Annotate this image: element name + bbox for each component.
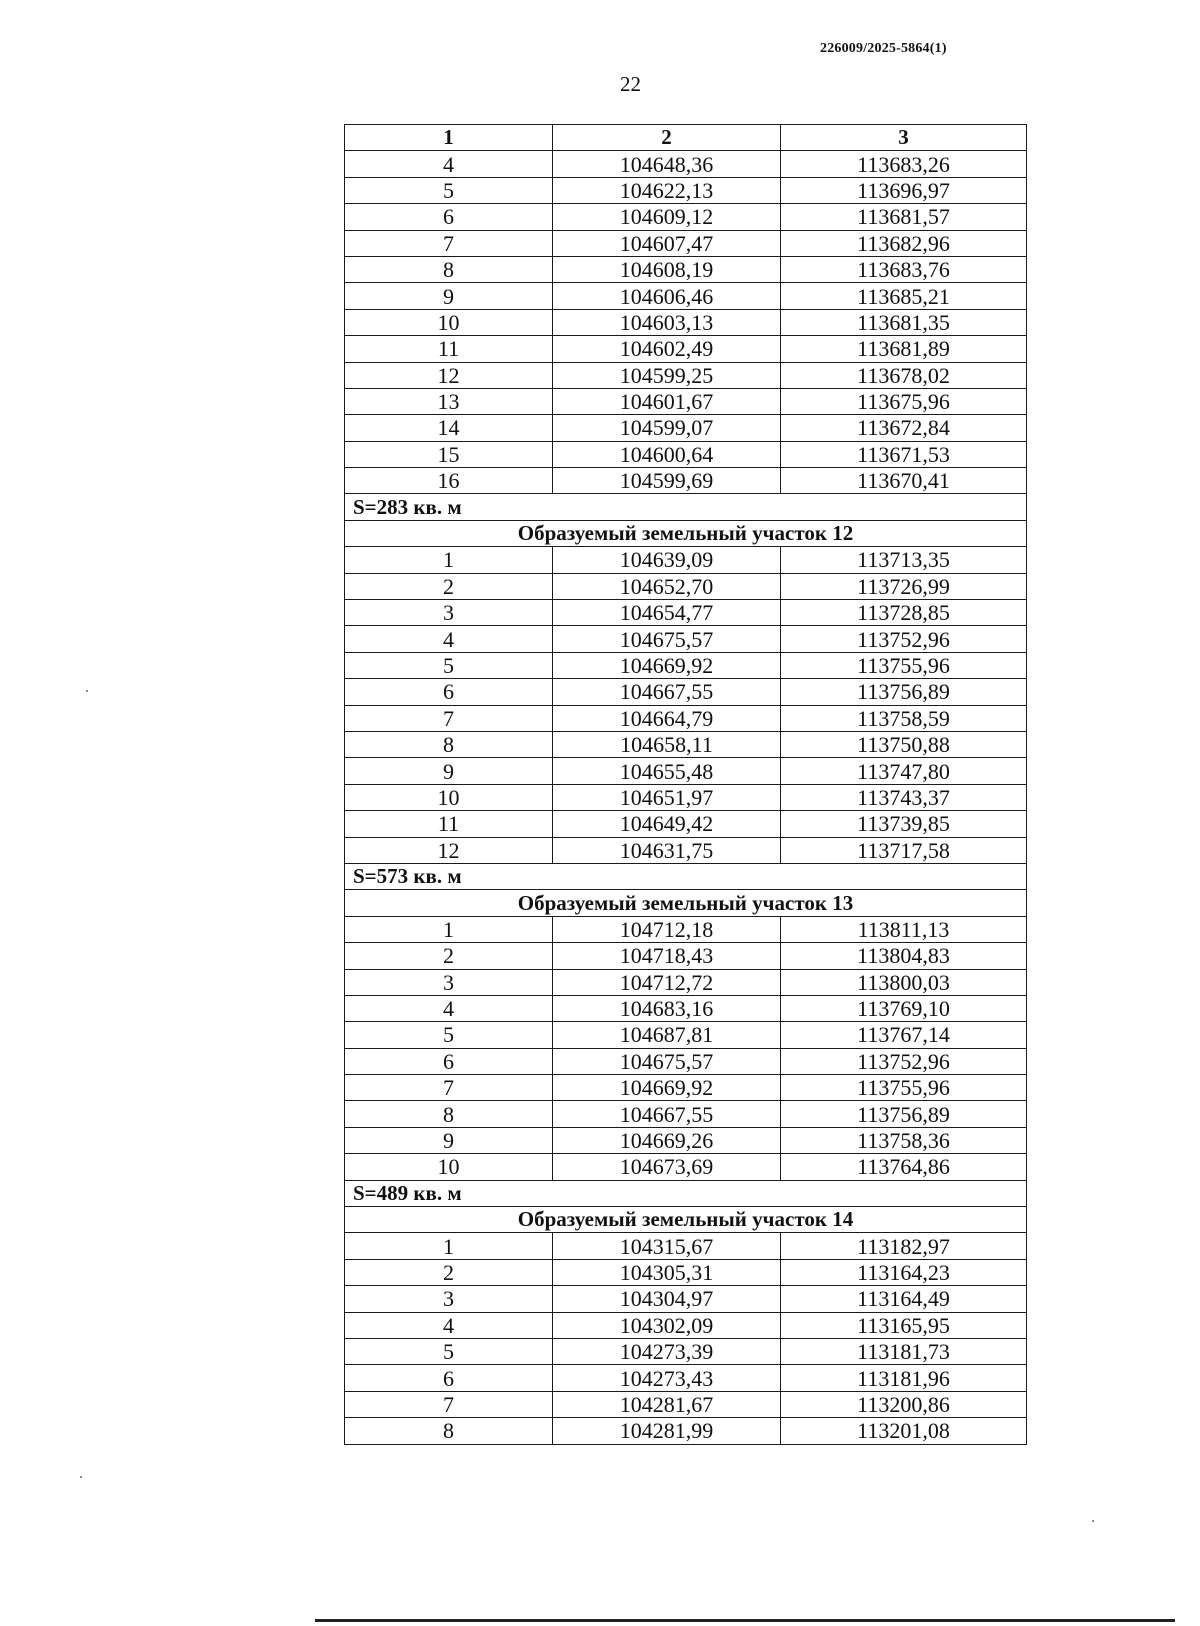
point-number-cell: 12 xyxy=(345,837,553,863)
x-coordinate-cell: 104712,72 xyxy=(553,969,781,995)
x-coordinate-cell: 104608,19 xyxy=(553,256,781,282)
plot-title: Образуемый земельный участок 12 xyxy=(345,520,1027,546)
point-number-cell: 3 xyxy=(345,600,553,626)
y-coordinate-cell: 113758,59 xyxy=(781,705,1027,731)
point-number-cell: 16 xyxy=(345,468,553,494)
x-coordinate-cell: 104601,67 xyxy=(553,388,781,414)
plot-title-row xyxy=(345,1207,1027,1233)
y-coordinate-cell: 113755,96 xyxy=(781,652,1027,678)
point-number-cell: 4 xyxy=(345,995,553,1021)
x-coordinate-cell: 104669,26 xyxy=(553,1127,781,1153)
x-coordinate-cell: 104669,92 xyxy=(553,652,781,678)
document-id: 226009/2025-5864(1) xyxy=(820,41,947,56)
point-number-cell: 5 xyxy=(345,177,553,203)
point-number-cell: 7 xyxy=(345,705,553,731)
table-row xyxy=(345,151,1027,177)
table-row xyxy=(345,626,1027,652)
x-coordinate-cell: 104599,69 xyxy=(553,468,781,494)
point-number-cell: 9 xyxy=(345,1127,553,1153)
table-row xyxy=(345,1365,1027,1391)
x-coordinate-cell: 104675,57 xyxy=(553,1048,781,1074)
x-coordinate-cell: 104687,81 xyxy=(553,1022,781,1048)
x-coordinate-cell: 104683,16 xyxy=(553,995,781,1021)
table-row xyxy=(345,916,1027,942)
point-number-cell: 2 xyxy=(345,573,553,599)
x-coordinate-cell: 104655,48 xyxy=(553,758,781,784)
point-number-cell: 5 xyxy=(345,1022,553,1048)
x-coordinate-cell: 104651,97 xyxy=(553,784,781,810)
x-coordinate-cell: 104600,64 xyxy=(553,441,781,467)
table-row xyxy=(345,1101,1027,1127)
point-number-cell: 8 xyxy=(345,1418,553,1444)
table-row xyxy=(345,731,1027,757)
point-number-cell: 5 xyxy=(345,1338,553,1364)
x-coordinate-cell: 104639,09 xyxy=(553,547,781,573)
y-coordinate-cell: 113181,73 xyxy=(781,1338,1027,1364)
x-coordinate-cell: 104273,43 xyxy=(553,1365,781,1391)
table-row xyxy=(345,336,1027,362)
y-coordinate-cell: 113200,86 xyxy=(781,1391,1027,1417)
point-number-cell: 4 xyxy=(345,626,553,652)
table-row xyxy=(345,362,1027,388)
y-coordinate-cell: 113758,36 xyxy=(781,1127,1027,1153)
y-coordinate-cell: 113713,35 xyxy=(781,547,1027,573)
table-row xyxy=(345,1233,1027,1259)
scan-edge-line xyxy=(315,1619,1175,1622)
y-coordinate-cell: 113681,57 xyxy=(781,204,1027,230)
table-header-row xyxy=(345,125,1027,151)
x-coordinate-cell: 104667,55 xyxy=(553,1101,781,1127)
area-label-row xyxy=(345,1180,1027,1206)
x-coordinate-cell: 104669,92 xyxy=(553,1075,781,1101)
y-coordinate-cell: 113683,26 xyxy=(781,151,1027,177)
plot-title-row xyxy=(345,520,1027,546)
table-row xyxy=(345,1259,1027,1285)
table-row xyxy=(345,177,1027,203)
y-coordinate-cell: 113750,88 xyxy=(781,731,1027,757)
y-coordinate-cell: 113717,58 xyxy=(781,837,1027,863)
y-coordinate-cell: 113164,49 xyxy=(781,1286,1027,1312)
point-number-cell: 8 xyxy=(345,256,553,282)
table-row xyxy=(345,969,1027,995)
table-row xyxy=(345,600,1027,626)
x-coordinate-cell: 104667,55 xyxy=(553,679,781,705)
point-number-cell: 10 xyxy=(345,784,553,810)
y-coordinate-cell: 113671,53 xyxy=(781,441,1027,467)
table-row xyxy=(345,1286,1027,1312)
point-number-cell: 2 xyxy=(345,943,553,969)
x-coordinate-cell: 104315,67 xyxy=(553,1233,781,1259)
y-coordinate-cell: 113739,85 xyxy=(781,811,1027,837)
table-row xyxy=(345,811,1027,837)
plot-title-row xyxy=(345,890,1027,916)
table-row xyxy=(345,1312,1027,1338)
x-coordinate-cell: 104281,67 xyxy=(553,1391,781,1417)
y-coordinate-cell: 113201,08 xyxy=(781,1418,1027,1444)
table-row xyxy=(345,784,1027,810)
y-coordinate-cell: 113165,95 xyxy=(781,1312,1027,1338)
y-coordinate-cell: 113681,35 xyxy=(781,309,1027,335)
x-coordinate-cell: 104606,46 xyxy=(553,283,781,309)
table-row xyxy=(345,547,1027,573)
point-number-cell: 12 xyxy=(345,362,553,388)
point-number-cell: 8 xyxy=(345,731,553,757)
x-coordinate-cell: 104652,70 xyxy=(553,573,781,599)
y-coordinate-cell: 113670,41 xyxy=(781,468,1027,494)
y-coordinate-cell: 113181,96 xyxy=(781,1365,1027,1391)
table-row xyxy=(345,758,1027,784)
scan-speck xyxy=(1092,1520,1094,1522)
table-row xyxy=(345,573,1027,599)
page-number: 22 xyxy=(620,72,641,96)
point-number-cell: 3 xyxy=(345,1286,553,1312)
point-number-cell: 1 xyxy=(345,1233,553,1259)
point-number-cell: 7 xyxy=(345,1391,553,1417)
y-coordinate-cell: 113752,96 xyxy=(781,626,1027,652)
point-number-cell: 9 xyxy=(345,283,553,309)
x-coordinate-cell: 104304,97 xyxy=(553,1286,781,1312)
point-number-cell: 6 xyxy=(345,679,553,705)
table-row xyxy=(345,256,1027,282)
x-coordinate-cell: 104712,18 xyxy=(553,916,781,942)
point-number-cell: 9 xyxy=(345,758,553,784)
y-coordinate-cell: 113683,76 xyxy=(781,256,1027,282)
scan-speck xyxy=(86,690,88,692)
table-row xyxy=(345,415,1027,441)
point-number-cell: 1 xyxy=(345,547,553,573)
point-number-cell: 1 xyxy=(345,916,553,942)
table-row xyxy=(345,1022,1027,1048)
x-coordinate-cell: 104718,43 xyxy=(553,943,781,969)
plot-title: Образуемый земельный участок 13 xyxy=(345,890,1027,916)
x-coordinate-cell: 104609,12 xyxy=(553,204,781,230)
point-number-cell: 11 xyxy=(345,811,553,837)
y-coordinate-cell: 113769,10 xyxy=(781,995,1027,1021)
y-coordinate-cell: 113678,02 xyxy=(781,362,1027,388)
y-coordinate-cell: 113728,85 xyxy=(781,600,1027,626)
table-row xyxy=(345,388,1027,414)
y-coordinate-cell: 113756,89 xyxy=(781,679,1027,705)
area-label: S=489 кв. м xyxy=(345,1180,1027,1206)
y-coordinate-cell: 113800,03 xyxy=(781,969,1027,995)
table-row xyxy=(345,468,1027,494)
table-row xyxy=(345,1154,1027,1180)
table-row xyxy=(345,837,1027,863)
x-coordinate-cell: 104607,47 xyxy=(553,230,781,256)
column-header: 1 xyxy=(345,125,553,151)
point-number-cell: 4 xyxy=(345,151,553,177)
x-coordinate-cell: 104649,42 xyxy=(553,811,781,837)
x-coordinate-cell: 104599,07 xyxy=(553,415,781,441)
x-coordinate-cell: 104675,57 xyxy=(553,626,781,652)
point-number-cell: 13 xyxy=(345,388,553,414)
point-number-cell: 14 xyxy=(345,415,553,441)
y-coordinate-cell: 113672,84 xyxy=(781,415,1027,441)
y-coordinate-cell: 113755,96 xyxy=(781,1075,1027,1101)
x-coordinate-cell: 104603,13 xyxy=(553,309,781,335)
x-coordinate-cell: 104648,36 xyxy=(553,151,781,177)
point-number-cell: 4 xyxy=(345,1312,553,1338)
coordinates-table-body xyxy=(345,125,1027,1445)
x-coordinate-cell: 104602,49 xyxy=(553,336,781,362)
table-row xyxy=(345,1418,1027,1444)
table-row xyxy=(345,309,1027,335)
x-coordinate-cell: 104631,75 xyxy=(553,837,781,863)
x-coordinate-cell: 104273,39 xyxy=(553,1338,781,1364)
column-header: 2 xyxy=(553,125,781,151)
y-coordinate-cell: 113743,37 xyxy=(781,784,1027,810)
y-coordinate-cell: 113164,23 xyxy=(781,1259,1027,1285)
table-row xyxy=(345,943,1027,969)
point-number-cell: 10 xyxy=(345,309,553,335)
x-coordinate-cell: 104654,77 xyxy=(553,600,781,626)
area-label: S=573 кв. м xyxy=(345,863,1027,889)
table-row xyxy=(345,230,1027,256)
point-number-cell: 15 xyxy=(345,441,553,467)
x-coordinate-cell: 104622,13 xyxy=(553,177,781,203)
y-coordinate-cell: 113696,97 xyxy=(781,177,1027,203)
scan-speck xyxy=(80,1476,82,1478)
table-row xyxy=(345,1048,1027,1074)
y-coordinate-cell: 113811,13 xyxy=(781,916,1027,942)
y-coordinate-cell: 113764,86 xyxy=(781,1154,1027,1180)
table-row xyxy=(345,441,1027,467)
column-header: 3 xyxy=(781,125,1027,151)
table-row xyxy=(345,1075,1027,1101)
x-coordinate-cell: 104302,09 xyxy=(553,1312,781,1338)
point-number-cell: 11 xyxy=(345,336,553,362)
table-row xyxy=(345,652,1027,678)
table-row xyxy=(345,204,1027,230)
table-row xyxy=(345,1127,1027,1153)
y-coordinate-cell: 113752,96 xyxy=(781,1048,1027,1074)
x-coordinate-cell: 104305,31 xyxy=(553,1259,781,1285)
point-number-cell: 8 xyxy=(345,1101,553,1127)
point-number-cell: 6 xyxy=(345,204,553,230)
table-row xyxy=(345,705,1027,731)
y-coordinate-cell: 113182,97 xyxy=(781,1233,1027,1259)
area-label-row xyxy=(345,863,1027,889)
y-coordinate-cell: 113756,89 xyxy=(781,1101,1027,1127)
y-coordinate-cell: 113804,83 xyxy=(781,943,1027,969)
y-coordinate-cell: 113685,21 xyxy=(781,283,1027,309)
point-number-cell: 3 xyxy=(345,969,553,995)
x-coordinate-cell: 104599,25 xyxy=(553,362,781,388)
area-label-row xyxy=(345,494,1027,520)
y-coordinate-cell: 113747,80 xyxy=(781,758,1027,784)
point-number-cell: 10 xyxy=(345,1154,553,1180)
point-number-cell: 6 xyxy=(345,1048,553,1074)
table-row xyxy=(345,1391,1027,1417)
area-label: S=283 кв. м xyxy=(345,494,1027,520)
point-number-cell: 7 xyxy=(345,1075,553,1101)
x-coordinate-cell: 104658,11 xyxy=(553,731,781,757)
point-number-cell: 2 xyxy=(345,1259,553,1285)
y-coordinate-cell: 113682,96 xyxy=(781,230,1027,256)
table-row xyxy=(345,995,1027,1021)
y-coordinate-cell: 113726,99 xyxy=(781,573,1027,599)
y-coordinate-cell: 113675,96 xyxy=(781,388,1027,414)
table-row xyxy=(345,679,1027,705)
point-number-cell: 6 xyxy=(345,1365,553,1391)
x-coordinate-cell: 104664,79 xyxy=(553,705,781,731)
plot-title: Образуемый земельный участок 14 xyxy=(345,1207,1027,1233)
y-coordinate-cell: 113681,89 xyxy=(781,336,1027,362)
point-number-cell: 7 xyxy=(345,230,553,256)
table-row xyxy=(345,1338,1027,1364)
x-coordinate-cell: 104281,99 xyxy=(553,1418,781,1444)
point-number-cell: 5 xyxy=(345,652,553,678)
y-coordinate-cell: 113767,14 xyxy=(781,1022,1027,1048)
table-row xyxy=(345,283,1027,309)
coordinates-table xyxy=(344,124,1027,1445)
x-coordinate-cell: 104673,69 xyxy=(553,1154,781,1180)
